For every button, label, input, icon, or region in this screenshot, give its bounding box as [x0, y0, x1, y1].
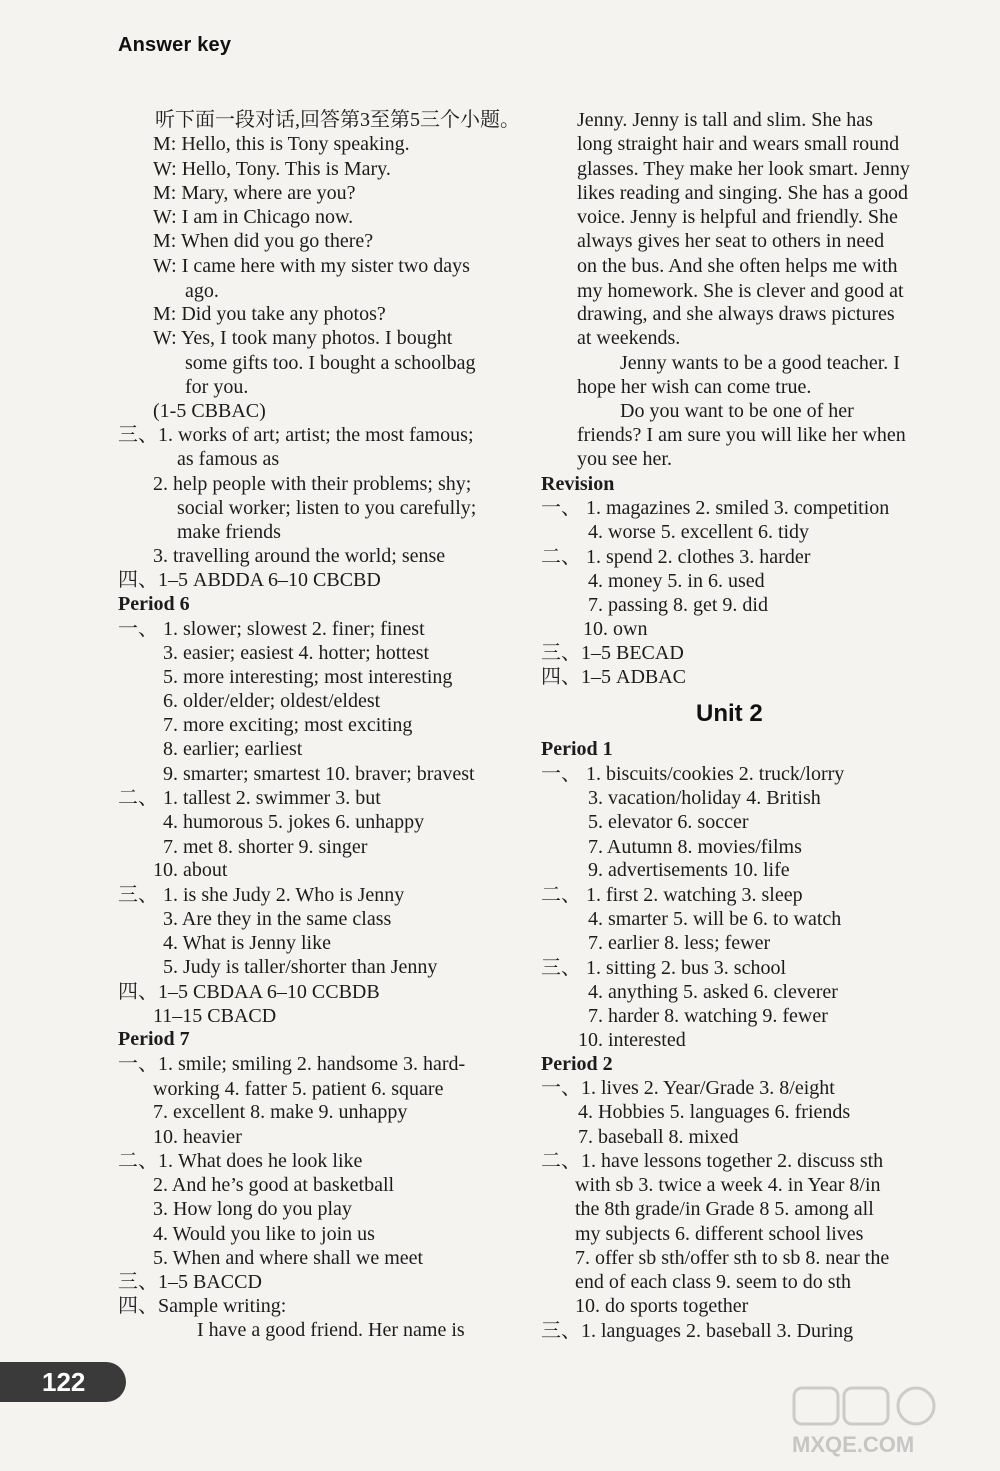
right-line: 4. smarter 5. will be 6. to watch [588, 908, 842, 930]
left-line: 四、1–5 ABDDA 6–10 CBCBD [118, 569, 381, 591]
right-line: 二、1. have lessons together 2. discuss sth [541, 1150, 884, 1172]
right-line: 7. Autumn 8. movies/films [588, 836, 802, 858]
left-line: 8. earlier; earliest [163, 738, 303, 760]
right-line: 一、 1. magazines 2. smiled 3. competition [541, 497, 890, 519]
right-line: glasses. They make her look smart. Jenny [577, 158, 910, 180]
left-line: 三、 1. is she Judy 2. Who is Jenny [118, 884, 405, 906]
left-line: W: Hello, Tony. This is Mary. [153, 158, 391, 180]
right-line: 一、1. lives 2. Year/Grade 3. 8/eight [541, 1077, 835, 1099]
left-line: social worker; listen to you carefully; [177, 497, 477, 519]
left-line: 四、1–5 CBDAA 6–10 CCBDB [118, 981, 380, 1003]
left-line: I have a good friend. Her name is [197, 1319, 465, 1341]
right-line: 二、 1. spend 2. clothes 3. harder [541, 546, 811, 568]
right-line: 三、1. languages 2. baseball 3. During [541, 1320, 854, 1342]
right-line: with sb 3. twice a week 4. in Year 8/in [575, 1174, 881, 1196]
page-header-title: Answer key [118, 34, 232, 56]
right-line: 5. elevator 6. soccer [588, 811, 749, 833]
right-line: hope her wish can come true. [577, 376, 812, 398]
left-line: M: Hello, this is Tony speaking. [153, 133, 410, 155]
left-line: 7. more exciting; most exciting [163, 714, 413, 736]
left-line: 5. Judy is taller/shorter than Jenny [163, 956, 438, 978]
right-line: 3. vacation/holiday 4. British [588, 787, 821, 809]
right-line: 二、 1. first 2. watching 3. sleep [541, 884, 803, 906]
right-line: you see her. [577, 448, 672, 470]
right-line: 7. passing 8. get 9. did [588, 594, 768, 616]
right-line: Do you want to be one of her [620, 400, 854, 422]
right-line: 三、 1. sitting 2. bus 3. school [541, 957, 787, 979]
right-line: voice. Jenny is helpful and friendly. She [577, 206, 898, 228]
right-line: 7. earlier 8. less; fewer [588, 932, 771, 954]
right-line: the 8th grade/in Grade 8 5. among all [575, 1198, 874, 1220]
left-line: 10. heavier [153, 1126, 242, 1148]
left-line: 二、 1. tallest 2. swimmer 3. but [118, 787, 381, 809]
left-line: 9. smarter; smartest 10. braver; bravest [163, 763, 475, 785]
right-line: at weekends. [577, 327, 681, 349]
left-line: some gifts too. I bought a schoolbag [185, 352, 476, 374]
right-line: friends? I am sure you will like her when [577, 424, 906, 446]
left-line: 4. Would you like to join us [153, 1223, 375, 1245]
right-line: 7. baseball 8. mixed [578, 1126, 739, 1148]
left-line: 11–15 CBACD [153, 1005, 277, 1027]
left-line: 3. Are they in the same class [163, 908, 392, 930]
right-line: Jenny. Jenny is tall and slim. She has [577, 109, 873, 131]
right-line: 10. own [583, 618, 648, 640]
left-line: 一、1. smile; smiling 2. handsome 3. hard- [118, 1053, 466, 1075]
right-line: my homework. She is clever and good at [577, 280, 904, 302]
left-line: 3. travelling around the world; sense [153, 545, 446, 567]
left-line: make friends [177, 521, 281, 543]
right-line: always gives her seat to others in need [577, 230, 885, 252]
section-heading-period-2: Period 2 [541, 1053, 613, 1075]
right-line: 7. harder 8. watching 9. fewer [588, 1005, 828, 1027]
left-line: (1-5 CBBAC) [153, 400, 266, 422]
left-line: ago. [185, 280, 219, 302]
section-heading-revision: Revision [541, 473, 615, 495]
section-heading-period-6: Period 6 [118, 593, 190, 615]
right-line: 4. worse 5. excellent 6. tidy [588, 521, 810, 543]
section-heading-period-1: Period 1 [541, 738, 613, 760]
page-number-badge [0, 1362, 126, 1402]
watermark-logo [792, 1384, 982, 1459]
left-line: 7. excellent 8. make 9. unhappy [153, 1101, 408, 1123]
left-line: 2. And he’s good at basketball [153, 1174, 395, 1196]
left-line: M: Mary, where are you? [153, 182, 356, 204]
left-line: 5. When and where shall we meet [153, 1247, 424, 1269]
right-line: drawing, and she always draws pictures [577, 303, 895, 325]
right-line: 4. money 5. in 6. used [588, 570, 765, 592]
left-line: 二、1. What does he look like [118, 1150, 363, 1172]
right-line: on the bus. And she often helps me with [577, 255, 898, 277]
left-line: 10. about [153, 859, 228, 881]
unit-heading: Unit 2 [696, 700, 763, 727]
left-line: 4. humorous 5. jokes 6. unhappy [163, 811, 425, 833]
left-line: M: Did you take any photos? [153, 303, 386, 325]
right-line: Jenny wants to be a good teacher. I [620, 352, 900, 374]
right-line: end of each class 9. seem to do sth [575, 1271, 852, 1293]
section-heading-period-7: Period 7 [118, 1028, 190, 1050]
watermark-text: MXQE.COM [792, 1432, 915, 1457]
left-line: working 4. fatter 5. patient 6. square [153, 1078, 444, 1100]
left-line: W: Yes, I took many photos. I bought [153, 327, 453, 349]
right-line: 7. offer sb sth/offer sth to sb 8. near the [575, 1247, 890, 1269]
left-line: 听下面一段对话,回答第3至第5三个小题。 [155, 109, 520, 131]
left-line: 四、Sample writing: [118, 1295, 287, 1317]
left-line: 6. older/elder; oldest/eldest [163, 690, 381, 712]
right-line: 10. interested [578, 1029, 686, 1051]
left-line: 5. more interesting; most interesting [163, 666, 453, 688]
right-line: 10. do sports together [575, 1295, 749, 1317]
left-line: 3. How long do you play [153, 1198, 352, 1220]
left-line: 一、 1. slower; slowest 2. finer; finest [118, 618, 425, 640]
right-line: 三、1–5 BECAD [541, 642, 684, 664]
left-line: 4. What is Jenny like [163, 932, 331, 954]
left-line: 三、1–5 BACCD [118, 1271, 262, 1293]
left-line: 7. met 8. shorter 9. singer [163, 836, 368, 858]
left-line: 3. easier; easiest 4. hotter; hottest [163, 642, 430, 664]
left-line: for you. [185, 376, 249, 398]
right-line: 四、1–5 ADBAC [541, 666, 687, 688]
left-line: as famous as [177, 448, 280, 470]
left-line: W: I came here with my sister two days [153, 255, 470, 277]
left-line: 三、1. works of art; artist; the most famous; [118, 424, 474, 446]
page-number: 122 [42, 1367, 86, 1397]
left-line: M: When did you go there? [153, 230, 374, 252]
right-line: my subjects 6. different school lives [575, 1223, 864, 1245]
right-line: 一、 1. biscuits/cookies 2. truck/lorry [541, 763, 845, 785]
left-line: W: I am in Chicago now. [153, 206, 354, 228]
right-line: 4. anything 5. asked 6. cleverer [588, 981, 838, 1003]
right-line: 9. advertisements 10. life [588, 859, 790, 881]
right-line: 4. Hobbies 5. languages 6. friends [578, 1101, 851, 1123]
left-line: 2. help people with their problems; shy; [153, 473, 472, 495]
right-line: likes reading and singing. She has a good [577, 182, 909, 204]
right-line: long straight hair and wears small round [577, 133, 900, 155]
